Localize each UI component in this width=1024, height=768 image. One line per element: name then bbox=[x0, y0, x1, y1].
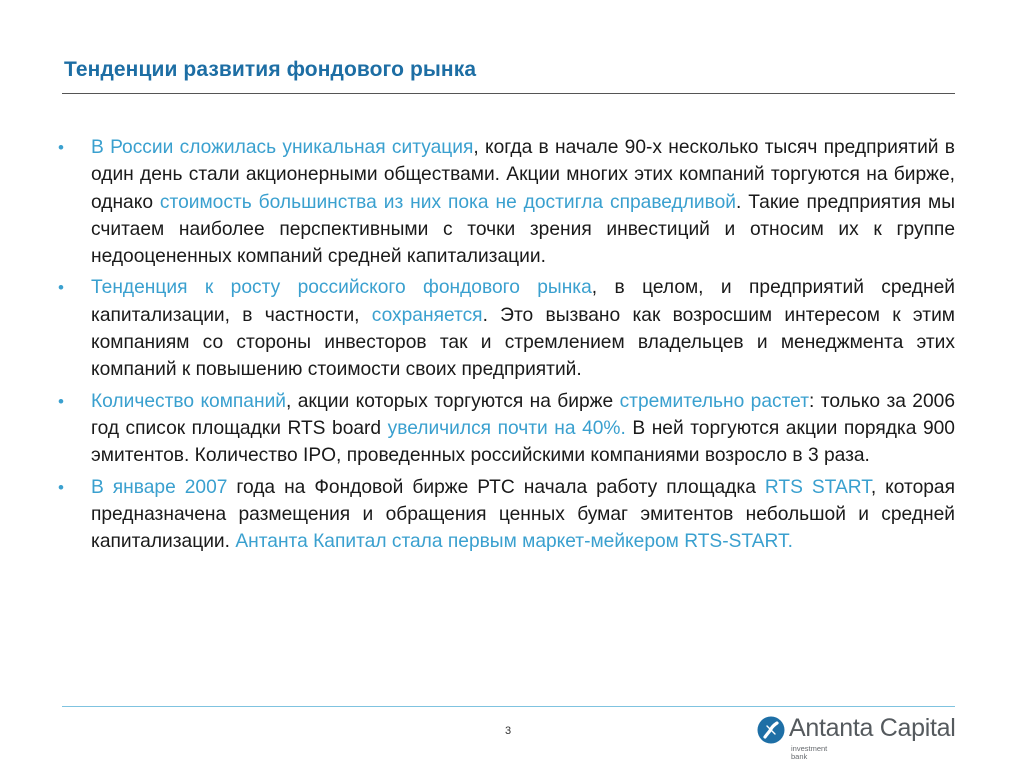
body-text: , в целом, и предприятий средней капитализации, в частности, bbox=[91, 277, 955, 326]
highlight-text: стоимость большинства из них пока не достигла справедливой bbox=[159, 191, 737, 213]
antanta-logo-icon bbox=[757, 716, 785, 744]
highlight-text: В России сложилась уникальная ситуация bbox=[91, 137, 474, 158]
logo-subtitle bbox=[791, 745, 827, 761]
body-text: . Такие предприятия мы считаем наиболее перспективными с точки зрения инвестиций и относим их к группе недооцененных компаний средней капитализации. bbox=[91, 191, 955, 268]
page-number: 3 bbox=[505, 725, 512, 737]
bullet-item bbox=[58, 274, 955, 383]
bullet-item bbox=[58, 474, 955, 556]
body-text: В ней торгуются акции порядка 900 эмитентов. Количество IPO, проведенных российскими компаниями возросло в 3 раза. bbox=[91, 417, 955, 467]
highlight-text: RTS START bbox=[764, 476, 871, 498]
bullet-item bbox=[58, 388, 955, 470]
body-text: , которая предназначена размещения и обращения ценных бумаг эмитентов небольшой и средней капитализации. bbox=[91, 476, 955, 553]
bullet-list bbox=[58, 134, 955, 559]
company-logo bbox=[757, 714, 957, 764]
highlight-text: увеличился почти на 40%. bbox=[387, 417, 626, 439]
body-text: года на Фондовой бирже РТС начала работу площадка bbox=[227, 476, 765, 498]
highlight-text: сохраняется bbox=[371, 304, 483, 326]
highlight-text: Тенденция к росту российского фондового рынка bbox=[91, 277, 592, 299]
body-text: . Это вызвано как возросшим интересом к этим компаниям со стороны инвесторов так и стремлением владельцев и менеджмента этих компаний к повышению стоимости своих предприятий. bbox=[91, 304, 955, 381]
highlight-text: В январе 2007 bbox=[91, 476, 228, 498]
body-text: , когда в начале 90-х несколько тысяч предприятий в один день стали акционерными обществами. Акции многих этих компаний торгуются на бирже, однако bbox=[91, 137, 955, 213]
bullet-dot-icon: • bbox=[58, 391, 64, 411]
highlight-text: Количество компаний bbox=[91, 390, 287, 412]
highlight-text: Антанта Капитал стала первым маркет-мейкером RTS-START. bbox=[235, 531, 793, 553]
bullet-dot-icon: • bbox=[58, 278, 64, 298]
bullet-dot-icon: • bbox=[58, 477, 64, 497]
highlight-text: стремительно растет bbox=[619, 390, 810, 412]
logo-name: Antanta Capital bbox=[789, 714, 956, 742]
slide-title: Тенденции развития фондового рынка bbox=[64, 58, 477, 81]
logo-subtitle-line: investment bbox=[791, 744, 828, 753]
bullet-dot-icon: • bbox=[58, 138, 64, 157]
body-text: , акции которых торгуются на бирже bbox=[286, 390, 620, 412]
footer-divider bbox=[62, 706, 955, 707]
bullet-item bbox=[58, 134, 955, 270]
logo-subtitle-line: bank bbox=[791, 752, 808, 761]
body-text: : только за 2006 год список площадки RTS board bbox=[91, 390, 955, 439]
title-divider bbox=[62, 93, 955, 94]
